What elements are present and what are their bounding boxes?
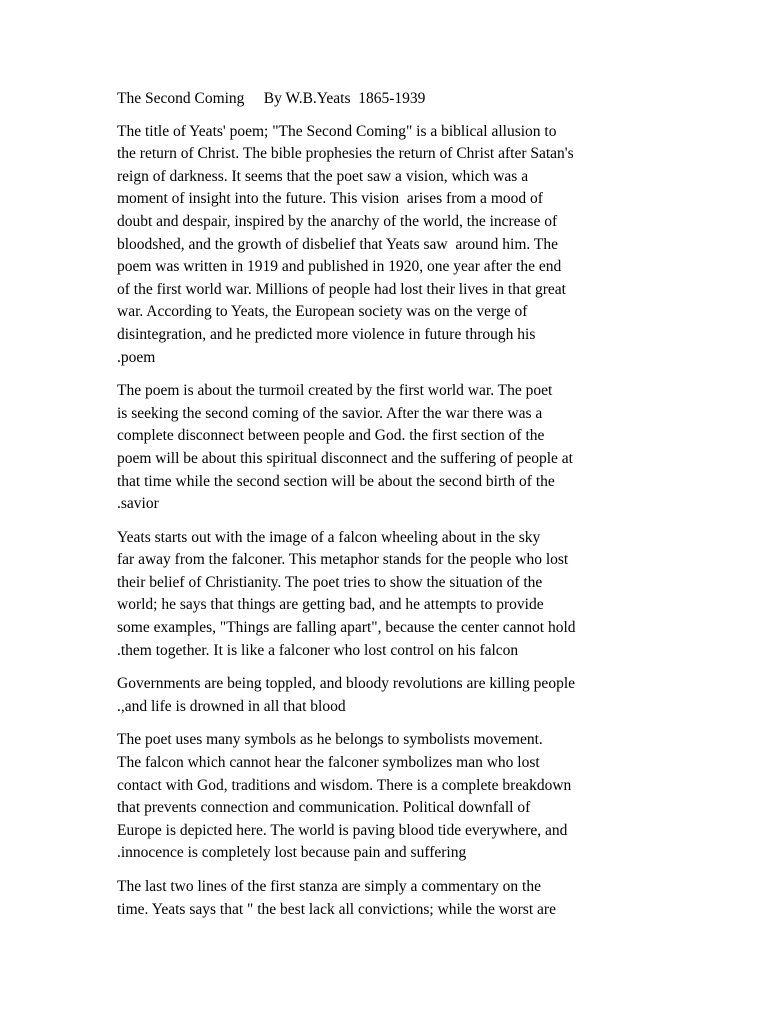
text-line: the return of Christ. The bible prophesies the return of Christ after Satan's [117, 145, 574, 163]
text-line: .them together. It is like a falconer who lost control on his falcon [117, 641, 519, 659]
text-line: poem was written in 1919 and published in 1920, one year after the end [117, 258, 562, 276]
text-line: The poem is about the turmoil created by the first world war. The poet [117, 382, 553, 400]
text-line: .savior [117, 495, 159, 513]
text-line: that time while the second section will be about the second birth of the [117, 472, 555, 490]
text-line: far away from the falconer. This metaphor stands for the people who lost [117, 551, 569, 569]
text-line: world; he says that things are getting bad, and he attempts to provide [117, 596, 544, 614]
text-line: some examples, "Things are falling apart", because the center cannot hold [117, 619, 576, 637]
text-line: moment of insight into the future. This vision arises from a mood of [117, 190, 543, 208]
text-line: .,and life is drowned in all that blood [117, 697, 346, 715]
text-line: of the first world war. Millions of people had lost their lives in that great [117, 280, 566, 298]
text-line: time. Yeats says that " the best lack all convictions; while the worst are [117, 900, 556, 918]
text-line: .poem [117, 348, 156, 366]
paragraph-6 [117, 876, 657, 921]
text-line: war. According to Yeats, the European society was on the verge of [117, 303, 528, 321]
paragraph-5 [117, 729, 657, 865]
text-line: Governments are being toppled, and bloody revolutions are killing people [117, 675, 575, 693]
text-line: Yeats starts out with the image of a falcon wheeling about in the sky [117, 528, 541, 546]
paragraph-1 [117, 121, 657, 370]
text-line: The falcon which cannot hear the falconer symbolizes man who lost [117, 754, 540, 772]
text-line: The title of Yeats' poem; "The Second Coming" is a biblical allusion to [117, 122, 557, 140]
text-line: complete disconnect between people and God. the first section of the [117, 427, 545, 445]
text-line: reign of darkness. It seems that the poet saw a vision, which was a [117, 167, 529, 185]
text-line: .innocence is completely lost because pain and suffering [117, 844, 467, 862]
text-line: poem will be about this spiritual disconnect and the suffering of people at [117, 449, 573, 467]
text-line: disintegration, and he predicted more violence in future through his [117, 325, 536, 343]
text-line: The poet uses many symbols as he belongs to symbolists movement. [117, 731, 543, 749]
text-line: doubt and despair, inspired by the anarchy of the world, the increase of [117, 212, 558, 230]
paragraph-3 [117, 527, 657, 663]
paragraph-2 [117, 380, 657, 516]
text-line: their belief of Christianity. The poet tries to show the situation of the [117, 573, 543, 591]
paragraph-4 [117, 673, 657, 718]
text-line: that prevents connection and communication. Political downfall of [117, 799, 531, 817]
text-line: The last two lines of the first stanza are simply a commentary on the [117, 878, 541, 895]
text-line: bloodshed, and the growth of disbelief that Yeats saw around him. The [117, 235, 558, 253]
text-line: Europe is depicted here. The world is paving blood tide everywhere, and [117, 821, 568, 839]
document-title: The Second Coming By W.B.Yeats 1865-1939 [117, 90, 426, 107]
text-line: is seeking the second coming of the savior. After the war there was a [117, 404, 543, 422]
text-line: contact with God, traditions and wisdom. There is a complete breakdown [117, 776, 572, 794]
document-page [117, 88, 657, 932]
